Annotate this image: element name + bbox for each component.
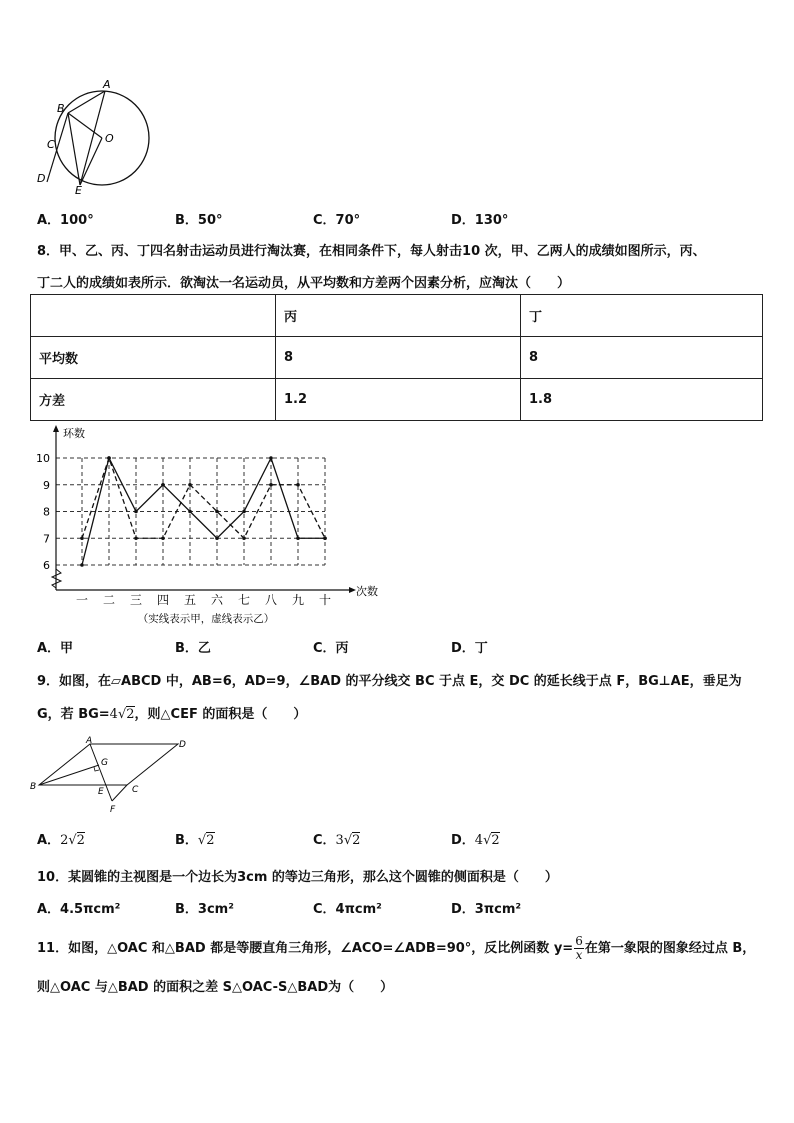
segment-cf xyxy=(112,785,127,801)
sqrt-icon: √ xyxy=(483,833,492,848)
data-point xyxy=(242,510,246,514)
table-cell: 8 xyxy=(521,337,763,379)
label-c: C xyxy=(132,785,139,795)
q11-fraction xyxy=(574,935,584,962)
y-tick-label: 9 xyxy=(43,478,50,492)
q8-option-d[interactable]: D．丁 xyxy=(451,641,488,656)
radicand: 2 xyxy=(352,833,361,848)
table-cell: 丙 xyxy=(276,295,521,337)
radical-coefficient: 2 xyxy=(60,833,69,848)
x-axis-label: 次数 xyxy=(356,585,378,598)
label-a: A xyxy=(86,736,93,746)
option-letter: B． xyxy=(175,833,198,848)
segment-be xyxy=(68,113,80,185)
table-row xyxy=(31,379,763,421)
q9-line2-suffix: ，则△CEF 的面积是（ ） xyxy=(134,707,307,722)
q9-option-c[interactable] xyxy=(313,829,360,848)
right-angle-mark xyxy=(94,767,99,771)
option-letter: C． xyxy=(313,833,336,848)
q8-option-b[interactable]: B．乙 xyxy=(175,641,211,656)
x-tick-label: 八 xyxy=(264,593,278,607)
q7-circle-figure xyxy=(30,78,160,196)
radicand: 2 xyxy=(491,833,500,848)
q8-text-line1: 8．甲、乙、丙、丁四名射击运动员进行淘汰赛，在相同条件下，每人射击10 次，甲、乙两人的成绩如图所示，丙、 xyxy=(37,244,706,259)
sqrt-icon: √ xyxy=(197,833,207,848)
label-o: O xyxy=(105,132,114,145)
table-cell: 1.8 xyxy=(521,379,763,421)
q11-line1-prefix: 11．如图，△OAC 和△BAD 都是等腰直角三角形，∠ACO=∠ADB=90°，反比例函数 y= xyxy=(37,941,574,956)
x-tick-label: 五 xyxy=(183,593,197,607)
data-point xyxy=(269,483,273,487)
fraction-denominator: x xyxy=(575,948,583,962)
x-tick-label: 一 xyxy=(75,593,89,607)
data-point xyxy=(161,536,165,540)
parallelogram-abcd xyxy=(39,744,178,785)
y-axis-label: 环数 xyxy=(63,427,85,440)
data-point xyxy=(242,536,246,540)
table-cell: 1.2 xyxy=(276,379,521,421)
q9-bg-radical xyxy=(110,706,135,722)
table-row xyxy=(31,337,763,379)
q8-line-chart xyxy=(30,425,390,630)
label-e: E xyxy=(98,787,104,797)
q7-option-a[interactable]: A．100° xyxy=(37,213,94,228)
table-cell: 方差 xyxy=(31,379,276,421)
data-point xyxy=(161,483,165,487)
data-point xyxy=(80,563,84,567)
y-tick-label: 10 xyxy=(36,452,50,465)
data-point xyxy=(296,536,300,540)
data-point xyxy=(134,536,138,540)
label-c: C xyxy=(47,138,55,151)
sqrt-icon: √ xyxy=(117,707,127,722)
q10-option-b[interactable]: B．3cm² xyxy=(175,902,234,917)
table-header-row xyxy=(31,295,763,337)
q10-text-line1: 10．某圆锥的主视图是一个边长为3cm 的等边三角形，那么这个圆锥的侧面积是（ ） xyxy=(37,870,558,885)
data-point xyxy=(107,456,111,460)
fraction-numerator: 6 xyxy=(575,934,583,948)
series-line-dashed xyxy=(82,458,325,538)
q10-option-d[interactable]: D．3πcm² xyxy=(451,902,522,917)
q9-line2-prefix: G，若 BG= xyxy=(37,707,110,722)
q7-option-c[interactable]: C．70° xyxy=(313,213,361,228)
y-tick-label: 7 xyxy=(43,532,50,546)
data-point xyxy=(296,483,300,487)
data-point xyxy=(323,536,327,540)
x-tick-label: 二 xyxy=(102,593,116,607)
x-axis-arrow-icon xyxy=(349,587,356,593)
q8-score-table xyxy=(30,294,763,421)
label-d: D xyxy=(179,740,186,750)
label-a: A xyxy=(103,78,111,91)
q10-option-a[interactable]: A．4.5πcm² xyxy=(37,902,121,917)
data-point xyxy=(215,536,219,540)
x-tick-label: 三 xyxy=(129,593,143,607)
segment-bg xyxy=(39,765,99,785)
data-point xyxy=(215,510,219,514)
option-letter: D． xyxy=(451,833,475,848)
label-e: E xyxy=(75,184,82,196)
y-axis-arrow-icon xyxy=(53,425,59,432)
label-d: D xyxy=(37,172,46,185)
label-b: B xyxy=(57,102,65,115)
q8-option-c[interactable]: C．丙 xyxy=(313,641,349,656)
q9-text-line2 xyxy=(37,703,306,722)
data-point xyxy=(269,456,273,460)
q9-parallelogram-figure xyxy=(30,735,200,815)
q8-option-a[interactable]: A．甲 xyxy=(37,641,74,656)
radicand: 2 xyxy=(206,833,215,848)
data-point xyxy=(80,536,84,540)
q7-option-d[interactable]: D．130° xyxy=(451,213,509,228)
q9-text-line1: 9．如图，在▱ABCD 中，AB=6，AD=9，∠BAD 的平分线交 BC 于点 E，交 DC 的延长线于点 F，BG⊥AE，垂足为 xyxy=(37,674,742,689)
data-point xyxy=(134,510,138,514)
q9-option-a[interactable] xyxy=(37,829,85,848)
radical-coefficient: 4 xyxy=(109,707,118,722)
segment-bo xyxy=(68,113,102,138)
x-tick-label: 七 xyxy=(237,593,251,607)
y-tick-label: 8 xyxy=(43,505,50,519)
option-letter: A． xyxy=(37,833,61,848)
radical-coefficient: 3 xyxy=(335,833,344,848)
table-cell: 8 xyxy=(276,337,521,379)
y-tick-label: 6 xyxy=(43,559,50,572)
q10-option-c[interactable]: C．4πcm² xyxy=(313,902,382,917)
label-b: B xyxy=(30,782,37,792)
x-tick-label: 九 xyxy=(291,593,305,607)
data-point xyxy=(188,510,192,514)
radicand: 2 xyxy=(126,707,135,722)
q9-option-d[interactable] xyxy=(451,829,500,848)
sqrt-icon: √ xyxy=(68,833,77,848)
table-cell: 丁 xyxy=(521,295,763,337)
label-f: F xyxy=(110,805,116,815)
q8-text-line2: 丁二人的成绩如表所示．欲淘汰一名运动员，从平均数和方差两个因素分析，应淘汰（ ） xyxy=(37,276,571,291)
q7-option-b[interactable]: B．50° xyxy=(175,213,223,228)
q11-text-line1 xyxy=(37,935,755,962)
q9-option-b[interactable] xyxy=(175,829,215,848)
label-g: G xyxy=(101,758,108,768)
x-tick-label: 四 xyxy=(156,593,170,607)
data-point xyxy=(188,483,192,487)
table-cell: 平均数 xyxy=(31,337,276,379)
radical-coefficient: 4 xyxy=(474,833,484,848)
sqrt-icon: √ xyxy=(343,833,353,848)
table-cell xyxy=(31,295,276,337)
x-tick-label: 六 xyxy=(210,593,224,607)
q11-text-line2: 则△OAC 与△BAD 的面积之差 S△OAC-S△BAD为（ ） xyxy=(37,980,394,995)
radicand: 2 xyxy=(76,833,85,848)
q11-line1-suffix: 在第一象限的图象经过点 B， xyxy=(584,941,756,956)
x-tick-label: 十 xyxy=(318,593,332,607)
chart-caption: （实线表示甲，虚线表示乙） xyxy=(137,613,275,625)
